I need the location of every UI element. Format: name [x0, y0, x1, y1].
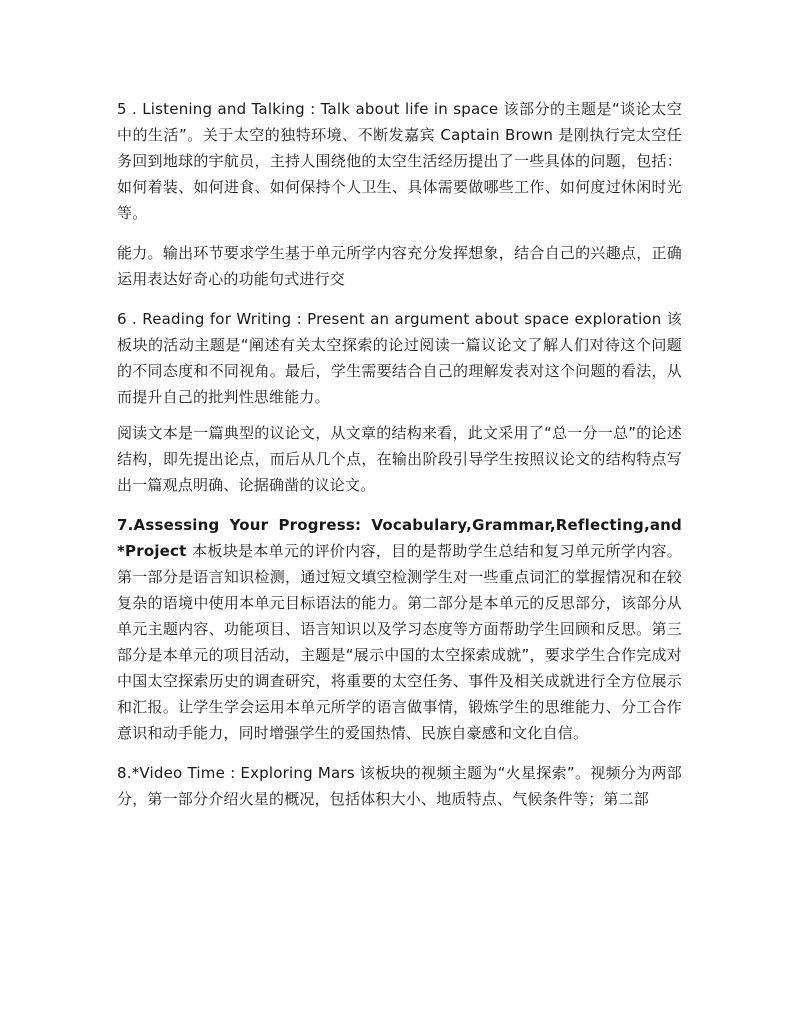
paragraph-text: 该部分的主题是“谈论太空中的生活”。关于太空的独特环境、不断发嘉宾 Captain Brown 是刚执行完太空任务回到地球的宇航员，主持人围绕他的太空生活经历提出了一些具体的问题，包括：如何着装、如何进食、如何保持个人卫生、具体需要做哪些工作、如何度过休闲时光等。 — [117, 100, 682, 222]
section-heading: 7.Assessing Your Progress: Vocabulary,Grammar,Reflecting,and *Project — [117, 516, 682, 560]
paragraph-listening-talking — [117, 96, 682, 226]
paragraph-assessing-progress — [117, 512, 682, 746]
section-heading: 5 . Listening and Talking : Talk about life in space — [117, 100, 504, 118]
paragraph-argument-structure — [117, 420, 682, 498]
section-heading: 6 . Reading for Writing : Present an argument about space exploration — [117, 310, 667, 328]
paragraph-text: 本板块是本单元的评价内容，目的是帮助学生总结和复习单元所学内容。第一部分是语言知识检测，通过短文填空检测学生对一些重点词汇的掌握情况和在较复杂的语境中使用本单元目标语法的能力。第二部分是本单元的反思部分，该部分从单元主题内容、功能项目、语言知识以及学习态度等方面帮助学生回顾和反思。第三部分是本单元的项目活动，主题是“展示中国的太空探索成就”，要求学生合作完成对中国太空探索历史的调查研究，将重要的太空任务、事件及相关成就进行全方位展示和汇报。让学生学会运用本单元所学的语言做事情，锻炼学生的思维能力、分工合作意识和动手能力，同时增强学生的爱国热情、民族自豪感和文化自信。 — [117, 542, 682, 742]
paragraph-text: 该板块的活动主题是“阐述有关太空探索的论过阅读一篇议论文了解人们对待这个问题的不同态度和不同视角。最后，学生需要结合自己的理解发表对这个问题的看法，从而提升自己的批判性思维能力。 — [117, 310, 682, 406]
paragraph-output-ability — [117, 240, 682, 292]
paragraph-text: 阅读文本是一篇典型的议论文，从文章的结构来看，此文采用了“总一分一总”的论述结构，即先提出论点，而后从几个点，在输出阶段引导学生按照议论文的结构特点写出一篇观点明确、论据确凿的议论文。 — [117, 424, 682, 494]
paragraph-text: 该板块的视频主题为“火星探索”。视频分为两部分，第一部分介绍火星的概况，包括体积大小、地质特点、气候条件等；第二部 — [117, 764, 683, 808]
section-heading: 8.*Video Time : Exploring Mars — [117, 764, 360, 782]
paragraph-video-time — [117, 760, 682, 812]
paragraph-text: 能力。输出环节要求学生基于单元所学内容充分发挥想象，结合自己的兴趣点，正确运用表达好奇心的功能句式进行交 — [117, 244, 682, 288]
document-body — [117, 96, 682, 826]
paragraph-reading-writing — [117, 306, 682, 410]
